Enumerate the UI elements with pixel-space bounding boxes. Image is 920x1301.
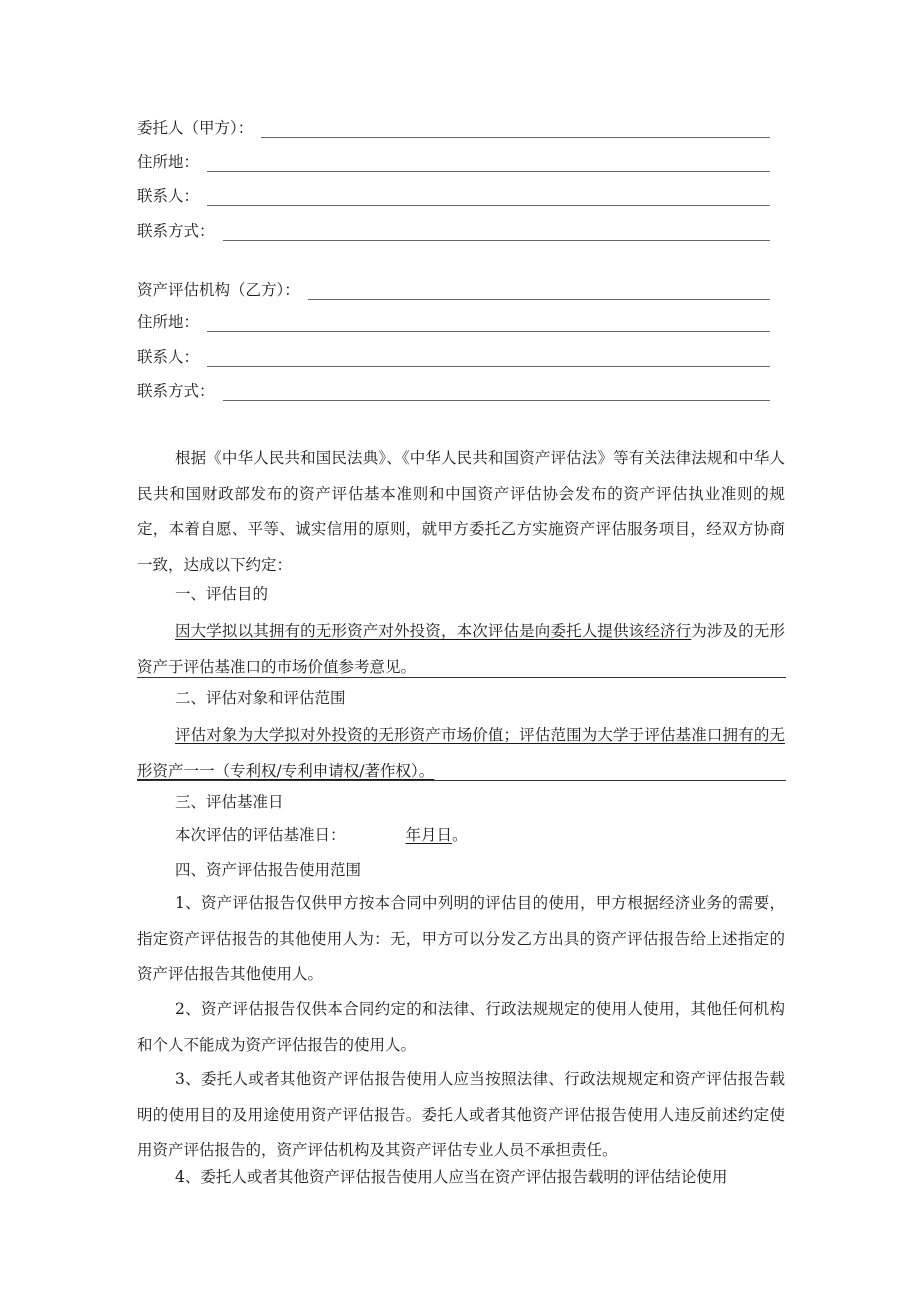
section2-paragraph — [137, 718, 785, 789]
section4-heading: 四、资产评估报告使用范围 — [175, 861, 362, 879]
party-b-address-field[interactable] — [137, 308, 770, 332]
section1-underlined-text: 因大学拟以其拥有的无形资产对外投资，本次评估是向委托人提供该经济行 — [175, 622, 692, 640]
party-a-method-field[interactable] — [137, 217, 770, 241]
party-b-address-blank-line[interactable] — [207, 315, 770, 332]
party-a-contact-label: 联系人： — [137, 187, 200, 205]
section4-item4: 4、委托人或者其他资产评估报告使用人应当在资产评估报告载明的评估结论使用 — [175, 1168, 728, 1186]
party-b-method-field[interactable] — [137, 377, 770, 401]
agency-blank-line[interactable] — [308, 283, 770, 300]
party-b-contact-blank-line[interactable] — [207, 350, 770, 367]
party-a-address-blank-line[interactable] — [207, 155, 770, 172]
party-b-method-label: 联系方式： — [137, 382, 215, 400]
party-a-contact-field[interactable] — [137, 182, 770, 206]
section2-divider — [137, 780, 786, 781]
section1-heading: 一、评估目的 — [175, 585, 269, 603]
section3-date-suffix: 。 — [452, 826, 468, 844]
preamble-paragraph: 根据《中华人民共和国民法典》、《中华人民共和国资产评估法》等有关法律法规和中华人民共和国财政部发布的资产评估基本准则和中国资产评估协会发布的资产评估执业准则的规定，本着自愿、平等、诚实信用的原则，就甲方委托乙方实施资产评估服务项目，经双方协商一致，达成以下约定： — [137, 449, 785, 574]
agency-label: 资产评估机构（乙方）： — [137, 281, 300, 299]
section2-heading: 二、评估对象和评估范围 — [175, 689, 346, 707]
section3-heading: 三、评估基准日 — [175, 793, 284, 811]
section2-underlined-text: 评估对象为大学拟对外投资的无形资产市场价值；评估范围为大学于评估基准口拥有的无形资产一一（专利权/专利申请权/著作权）。 — [137, 726, 785, 780]
party-b-address-label: 住所地： — [137, 313, 200, 331]
section4-item1: 1、资产评估报告仅供甲方按本合同中列明的评估目的使用，甲方根据经济业务的需要，指定资产评估报告的其他使用人为：无，甲方可以分发乙方出具的资产评估报告给上述指定的资产评估报告其他使用人。 — [137, 894, 785, 983]
client-label: 委托人（甲方）： — [137, 119, 254, 137]
agency-field[interactable] — [137, 276, 770, 300]
party-a-address-field[interactable] — [137, 148, 770, 172]
client-field[interactable] — [137, 114, 770, 138]
party-b-contact-label: 联系人： — [137, 348, 200, 366]
party-a-method-label: 联系方式： — [137, 222, 215, 240]
section3-date-value[interactable]: 年月日 — [405, 826, 453, 844]
party-a-contact-blank-line[interactable] — [207, 189, 770, 206]
section1-paragraph — [137, 614, 785, 685]
party-b-method-blank-line[interactable] — [223, 384, 770, 401]
party-b-contact-field[interactable] — [137, 343, 770, 367]
client-blank-line[interactable] — [261, 121, 770, 138]
section3-date-prefix: 本次评估的评估基准日： — [175, 826, 346, 844]
section3-date-line — [175, 822, 468, 848]
section1-divider — [137, 677, 786, 678]
section4-item2: 2、资产评估报告仅供本合同约定的和法律、行政法规规定的使用人使用，其他任何机构和个人不能成为资产评估报告的使用人。 — [137, 1000, 785, 1054]
section4-item3: 3、委托人或者其他资产评估报告使用人应当按照法律、行政法规规定和资产评估报告载明的使用目的及用途使用资产评估报告。委托人或者其他资产评估报告使用人违反前述约定使用资产评估报告的，资产评估机构及其资产评估专业人员不承担责任。 — [137, 1070, 785, 1159]
party-a-address-label: 住所地： — [137, 153, 200, 171]
section1-rest-text: 为涉及的无形资产于评估基准口的市场价值参考意见。 — [137, 622, 785, 676]
party-a-method-blank-line[interactable] — [223, 224, 770, 241]
